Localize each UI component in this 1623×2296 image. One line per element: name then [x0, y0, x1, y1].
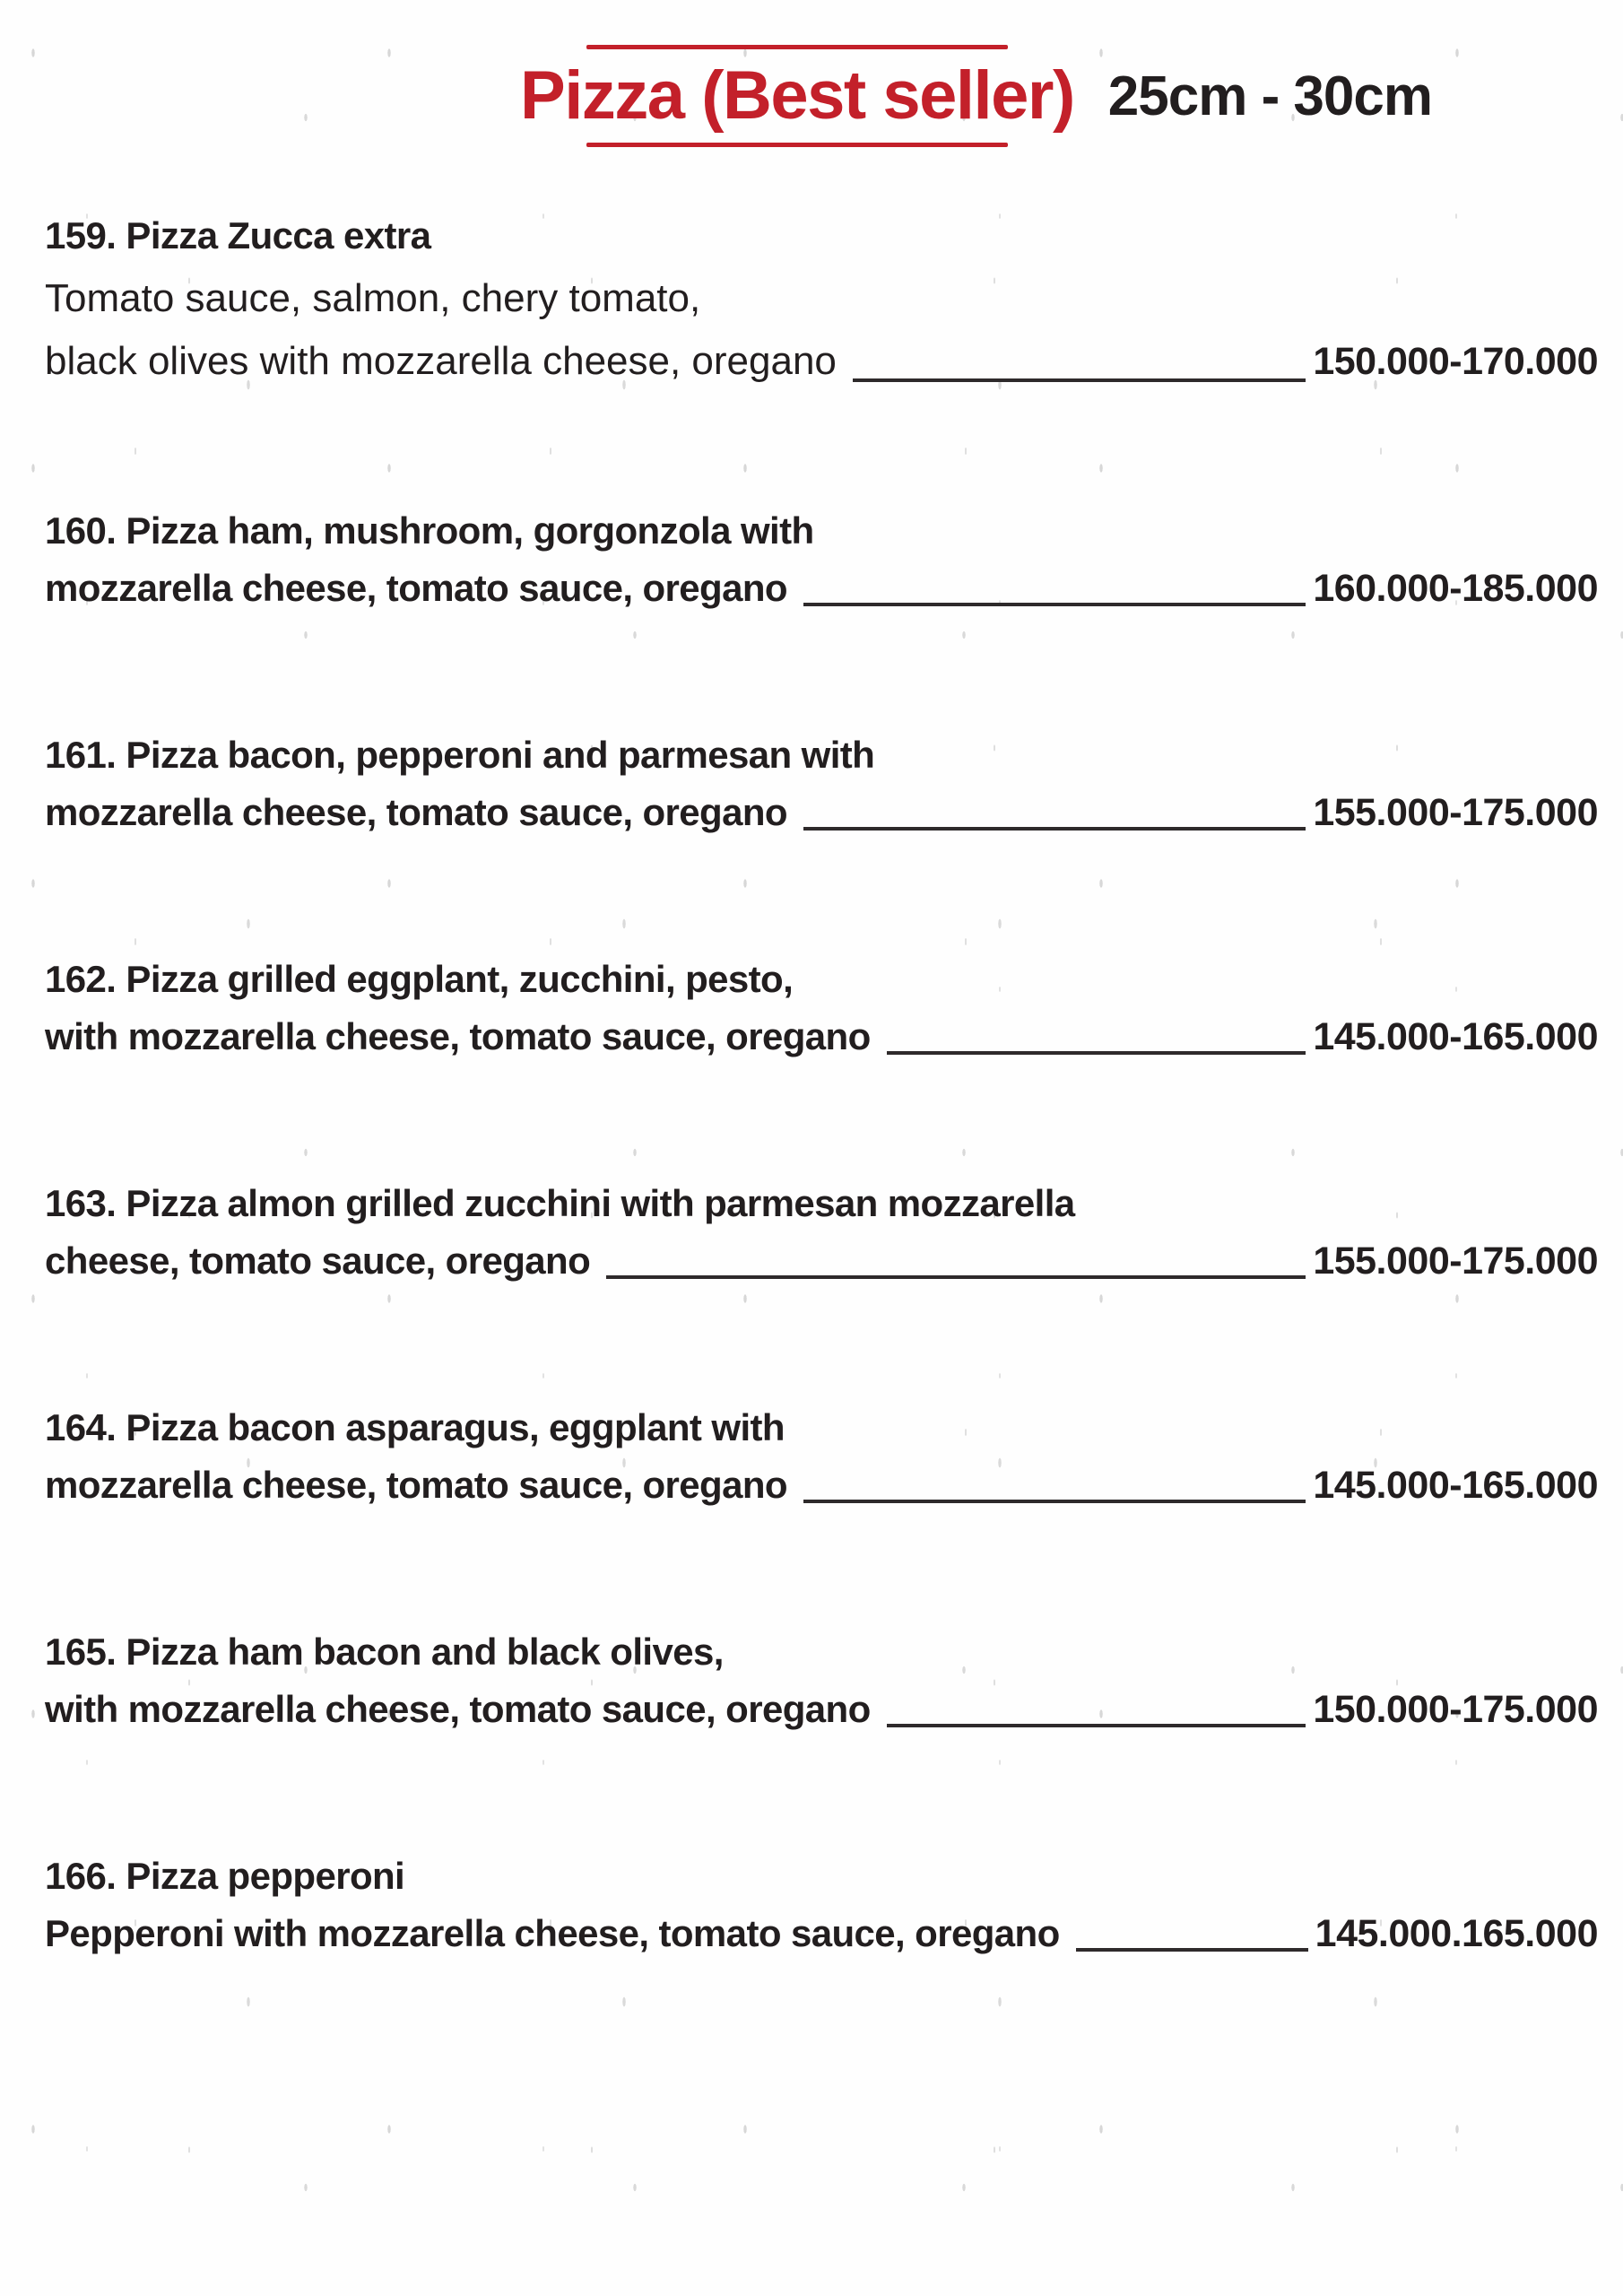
item-title: 162. Pizza grilled eggplant, zucchini, pesto, [45, 958, 794, 1000]
menu-item-163 [45, 1175, 1598, 1290]
page-title: Pizza (Best seller) [520, 57, 1074, 134]
item-price: 155.000-175.000 [1313, 1239, 1598, 1283]
item-title: 166. Pizza pepperoni [45, 1855, 405, 1897]
item-price-row [45, 1232, 1598, 1290]
leader-line [803, 1500, 1306, 1503]
item-title: 159. Pizza Zucca extra [45, 214, 431, 257]
item-price: 145.000-165.000 [1313, 1015, 1598, 1058]
item-price: 150.000-175.000 [1313, 1688, 1598, 1731]
item-price-row [45, 1681, 1598, 1738]
item-description-line: Tomato sauce, salmon, chery tomato, [45, 276, 701, 320]
menu-item-164 [45, 1399, 1598, 1514]
item-price-row [45, 1008, 1598, 1065]
leader-line [853, 378, 1306, 382]
item-description-line: black olives with mozzarella cheese, oregano [45, 339, 837, 383]
menu-item-165 [45, 1623, 1598, 1738]
menu-item-166 [45, 1848, 1598, 1962]
leader-line [606, 1275, 1306, 1279]
item-price: 145.000.165.000 [1315, 1912, 1598, 1955]
item-price: 150.000-170.000 [1313, 340, 1598, 383]
item-description-line: Pepperoni with mozzarella cheese, tomato sauce, oregano [45, 1912, 1060, 1954]
leader-line [1076, 1948, 1308, 1952]
item-price-row [45, 784, 1598, 841]
item-price-row [45, 1457, 1598, 1514]
leader-line [803, 827, 1306, 831]
item-title: 163. Pizza almon grilled zucchini with parmesan mozzarella [45, 1182, 1075, 1224]
item-description-line: mozzarella cheese, tomato sauce, oregano [45, 567, 787, 609]
item-price-row [45, 560, 1598, 617]
title-block [520, 45, 1074, 147]
leader-line [887, 1051, 1306, 1055]
item-price: 145.000-165.000 [1313, 1464, 1598, 1507]
title-rule-bottom [586, 143, 1008, 147]
item-description-line: mozzarella cheese, tomato sauce, oregano [45, 791, 787, 833]
item-description-line: mozzarella cheese, tomato sauce, oregano [45, 1464, 787, 1506]
item-description-line: with mozzarella cheese, tomato sauce, oregano [45, 1688, 871, 1730]
menu-item-161 [45, 726, 1598, 841]
menu-list [0, 147, 1623, 1962]
item-title: 165. Pizza ham bacon and black olives, [45, 1631, 724, 1673]
menu-item-160 [45, 502, 1598, 617]
item-description-line: cheese, tomato sauce, oregano [45, 1239, 591, 1282]
item-price: 160.000-185.000 [1313, 567, 1598, 610]
leader-line [803, 603, 1306, 606]
item-price-row [45, 1905, 1598, 1962]
size-range-label: 25cm - 30cm [1107, 65, 1433, 127]
leader-line [887, 1724, 1306, 1727]
menu-item-162 [45, 951, 1598, 1065]
item-price-row [45, 330, 1598, 393]
item-title: 164. Pizza bacon asparagus, eggplant with [45, 1406, 785, 1448]
item-title: 160. Pizza ham, mushroom, gorgonzola with [45, 509, 814, 552]
menu-item-159 [45, 204, 1598, 393]
item-description-line: with mozzarella cheese, tomato sauce, oregano [45, 1015, 871, 1057]
item-title: 161. Pizza bacon, pepperoni and parmesan with [45, 734, 875, 776]
item-price: 155.000-175.000 [1313, 791, 1598, 834]
page-header [0, 0, 1623, 147]
title-rule-top [586, 45, 1008, 49]
